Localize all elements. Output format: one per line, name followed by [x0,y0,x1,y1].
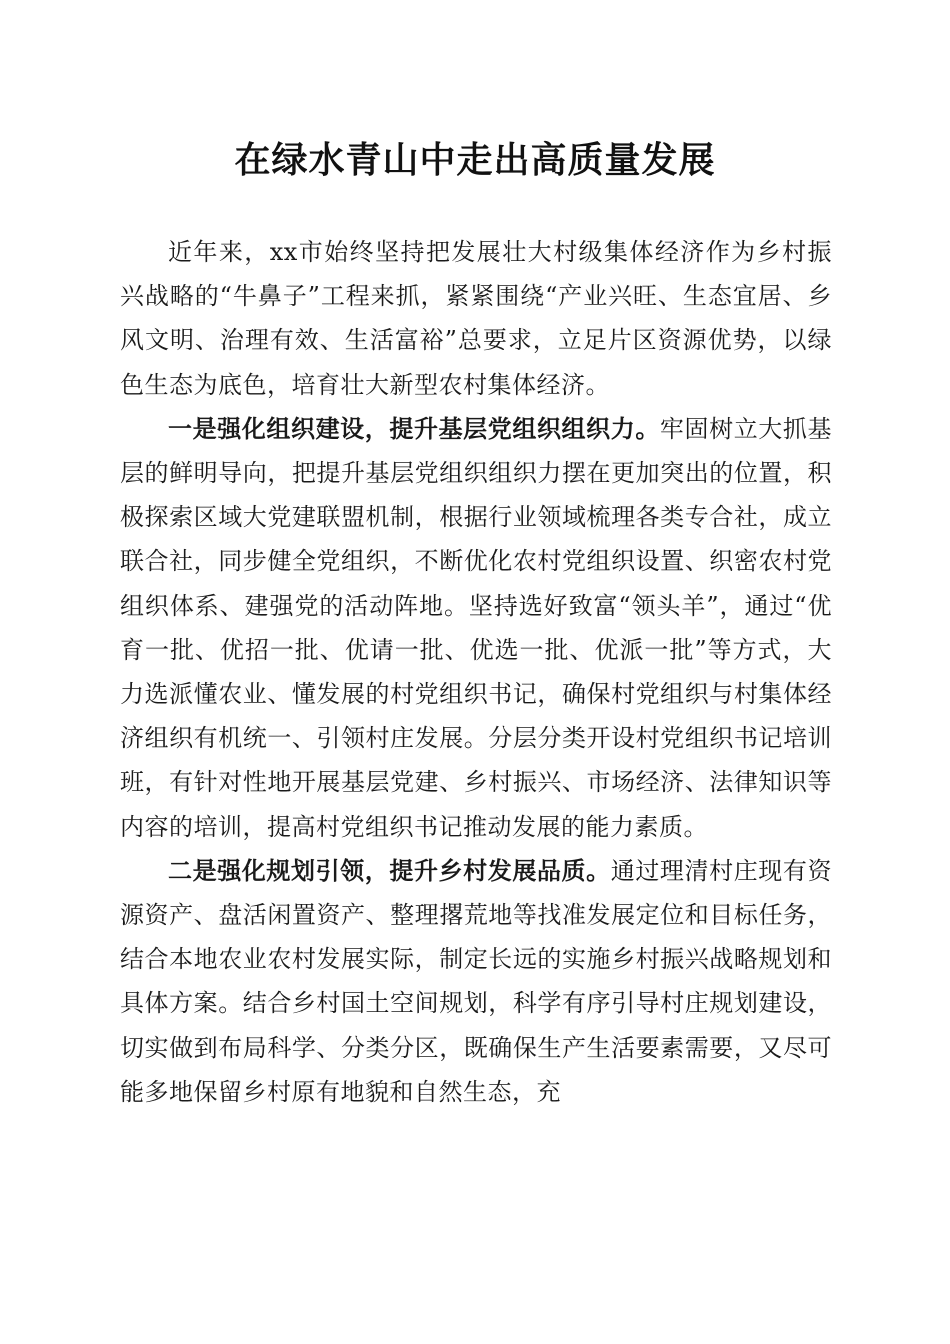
document-body [120,230,832,1114]
paragraph-intro [120,230,832,407]
paragraph-planning [120,849,832,1114]
document-title: 在绿水青山中走出高质量发展 [234,139,716,181]
paragraph-text: 牢固树立大抓基层的鲜明导向，把提升基层党组织组织力摆在更加突出的位置，积极探索区域大党建联盟机制，根据行业领域梳理各类专合社，成立联合社，同步健全党组织，不断优化农村党组织设置、织密农村党组织体系、建强党的活动阵地。坚持选好致富“领头羊”，通过“优育一批、优招一批、优请一批、优选一批、优派一批”等方式，大力选派懂农业、懂发展的村党组织书记，确保村党组织与村集体经济组织有机统一、引领村庄发展。分层分类开设村党组织书记培训班，有针对性地开展基层党建、乡村振兴、市场经济、法律知识等内容的培训，提高村党组织书记推动发展的能力素质。 [120,414,832,841]
paragraph-lead: 一是强化组织建设，提升基层党组织组织力。 [168,413,660,443]
paragraph-lead: 二是强化规划引领，提升乡村发展品质。 [168,855,611,885]
paragraph-text: 通过理清村庄现有资源资产、盘活闲置资产、整理撂荒地等找准发展定位和目标任务，结合本地农业农村发展实际，制定长远的实施乡村振兴战略规划和具体方案。结合乡村国土空间规划，科学有序引导村庄规划建设，切实做到布局科学、分类分区，既确保生产生活要素需要，又尽可能多地保留乡村原有地貌和自然生态，充 [120,856,833,1106]
paragraph-text: 近年来，xx市始终坚持把发展壮大村级集体经济作为乡村振兴战略的“牛鼻子”工程来抓，紧紧围绕“产业兴旺、生态宜居、乡风文明、治理有效、生活富裕”总要求，立足片区资源优势，以绿色生态为底色，培育壮大新型农村集体经济。 [120,238,832,399]
paragraph-organization [120,407,832,849]
